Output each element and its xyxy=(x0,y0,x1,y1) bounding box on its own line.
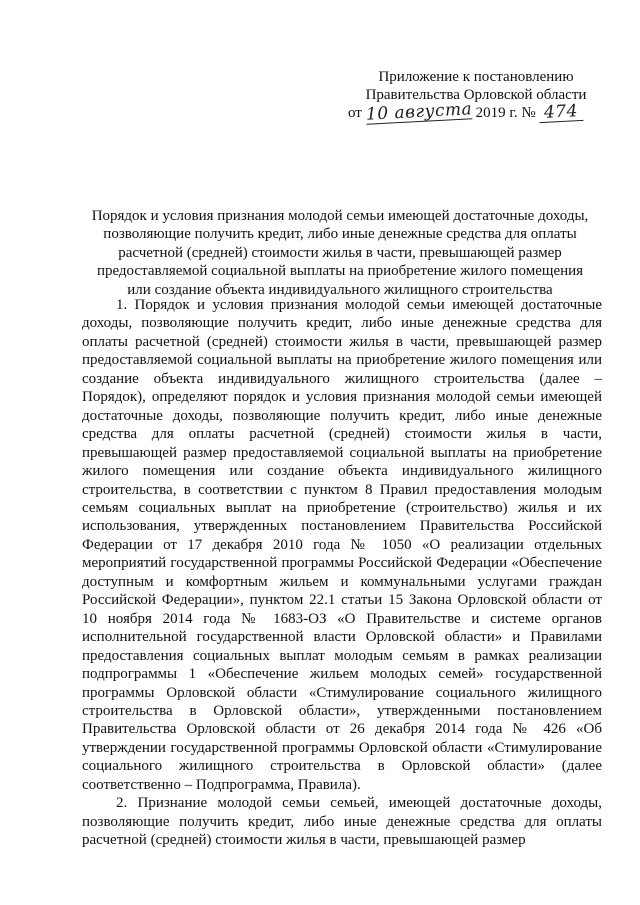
appendix-header xyxy=(346,68,606,125)
appendix-line-2: Правительства Орловской области xyxy=(365,87,587,103)
title-line: предоставляемой социальной выплаты на приобретение жилого помещения xyxy=(96,263,584,280)
title-line: расчетной (средней) стоимости жилья в части, превышающей размер xyxy=(118,244,562,261)
title-line: Порядок и условия признания молодой семьи имеющей достаточные доходы, xyxy=(91,208,589,224)
handwritten-number: 474 xyxy=(539,103,584,123)
date-prefix: от xyxy=(348,105,362,121)
appendix-line-1: Приложение к постановлению xyxy=(378,69,574,85)
date-year: 2019 г. № xyxy=(475,105,536,121)
paragraph-2: 2. Признание молодой семьи семьей, имеющей достаточные доходы, позволяющие получить кредит, либо иные денежные средства для оплаты расчетной (средней) стоимости жилья в части, превышающей размер xyxy=(82,795,602,849)
appendix-date-line xyxy=(346,99,606,125)
title-line: позволяющие получить кредит, либо иные денежные средства для оплаты xyxy=(103,226,577,243)
document-title xyxy=(72,207,608,299)
document-body xyxy=(82,296,602,850)
handwritten-date: 10 августа xyxy=(365,99,473,125)
paragraph-1: 1. Порядок и условия признания молодой семьи имеющей достаточные доходы, позволяющие получить кредит, либо иные денежные средства для оплаты расчетной (средней) стоимости жилья в части, превышающей размер предоставляемой социальной выплаты на приобретение жилого помещения или создание объекта индивидуального жилищного строительства (далее – Порядок), определяют порядок и условия признания молодой семьи имеющей достаточные доходы, позволяющие получить кредит, либо иные денежные средства для оплаты расчетной (средней) стоимости жилья в части, превышающей размер предоставляемой социальной выплаты на приобретение жилого помещения или создание объекта индивидуального жилищного строительства, в соответствии с пунктом 8 Правил предоставления молодым семьям социальных выплат на приобретение (строительство) жилья и их использования, утвержденных постановлением Правительства Российской Федерации от 17 декабря 2010 года № 1050 «О реализации отдельных мероприятий государственной программы Российской Федерации «Обеспечение доступным и комфортным жильем и коммунальными услугами граждан Российской Федерации», пунктом 22.1 статьи 15 Закона Орловской области от 10 ноября 2014 года № 1683-ОЗ «О Правительстве и системе органов исполнительной государственной власти Орловской области» и Правилами предоставления социальных выплат молодым семьям в рамках реализации подпрограммы 1 «Обеспечение жильем молодых семей» государственной программы Орловской области «Стимулирование социального жилищного строительства в Орловской области», утвержденными постановлением Правительства Орловской области от 26 декабря 2014 года № 426 «Об утверждении государственной программы Орловской области «Стимулирование социального жилищного строительства в Орловской области» (далее соответственно – Подпрограмма, Правила). xyxy=(82,297,602,793)
title-line: или создание объекта индивидуального жилищного строительства xyxy=(127,281,553,298)
